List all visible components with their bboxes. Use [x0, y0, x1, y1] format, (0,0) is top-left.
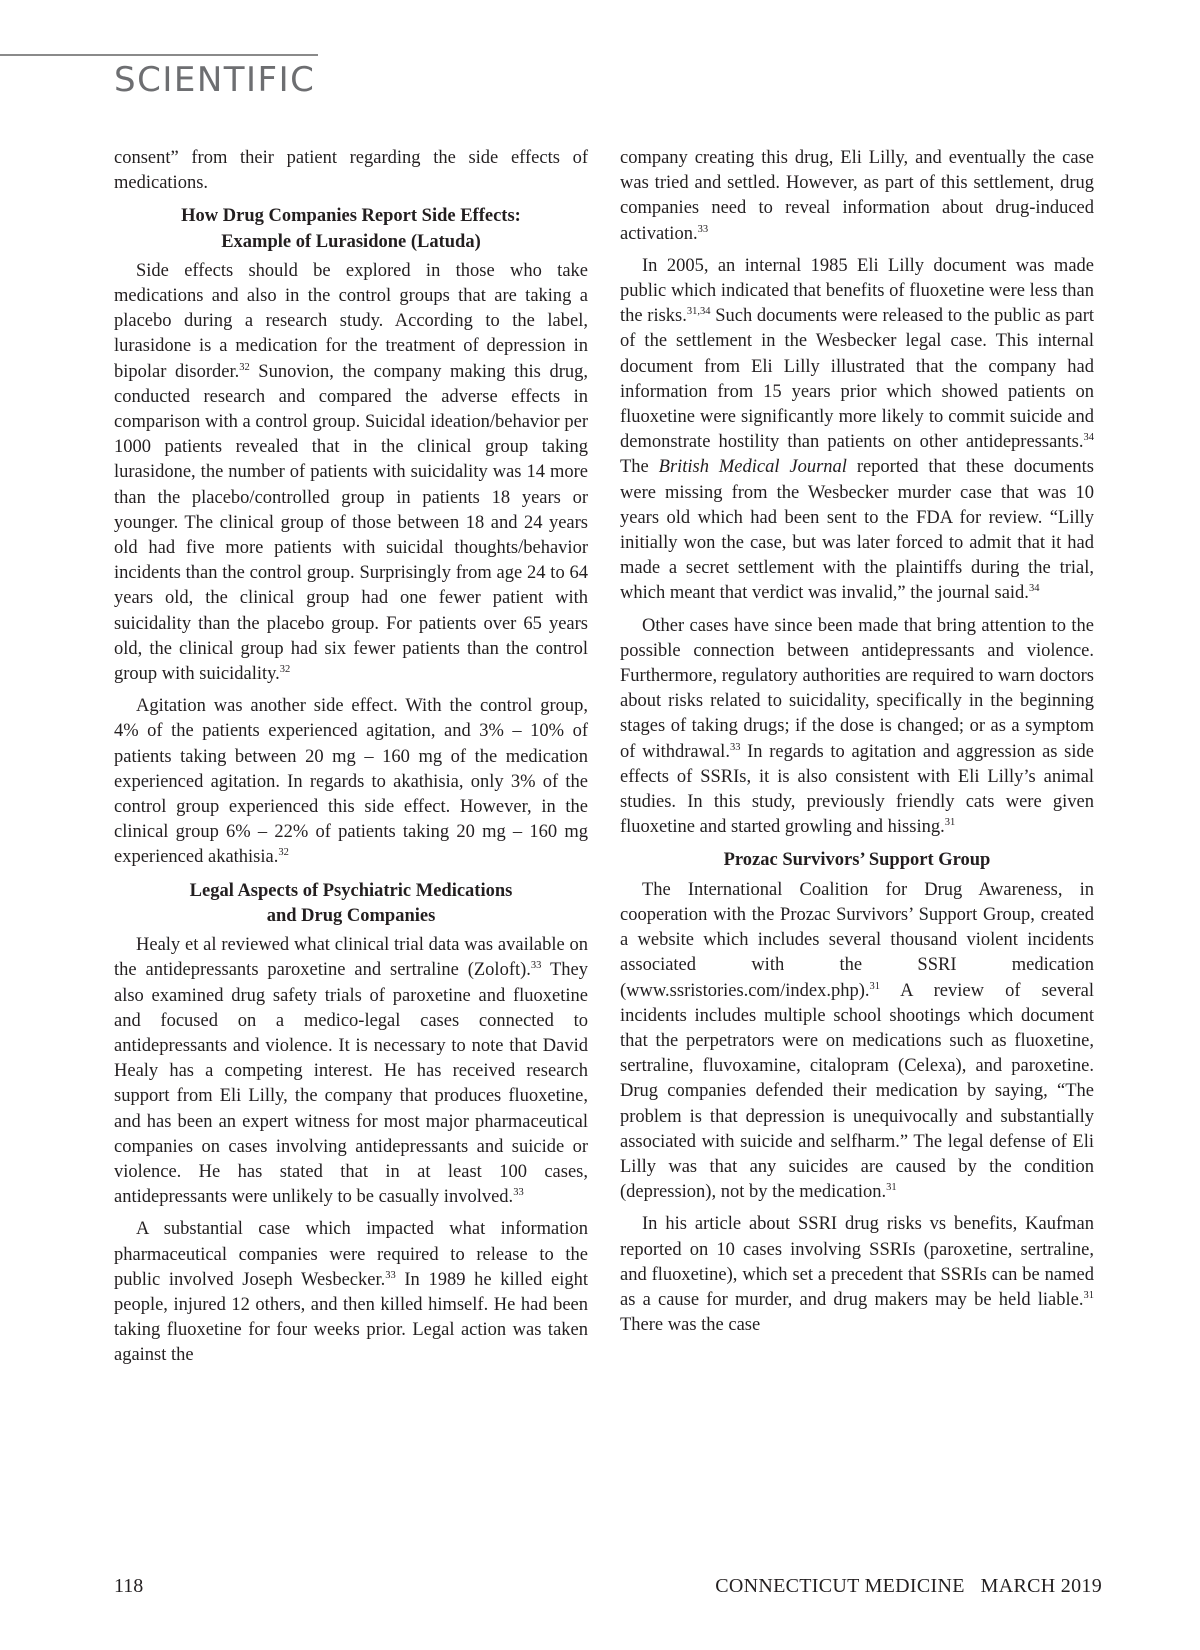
paragraph-continued: company creating this drug, Eli Lilly, and eventually the case was tried and settled. However, as part of this settlement, drug companies need to reveal information about drug-induced activation.$^{33}$: [620, 148, 1094, 244]
reference-superscript: 32: [239, 361, 250, 373]
paragraph-other-cases: Other cases have since been made that bring attention to the possible connection between antidepressants and violence. Furthermore, regulatory authorities are required to warn doctors about risks related to suicidality, specifically in the beginning stages of taking drugs; if the dose is changed; or as a symptom of withdrawal.$^{33}$ In regards to agitation and aggression as side effects of SSRIs, it is also consistent with Eli Lilly’s animal studies. In this study, previously friendly cats were given fluoxetine and started growling and hissing.$^{31}$: [620, 615, 1094, 838]
reference-superscript: 31: [1083, 1289, 1094, 1301]
reference-superscript: 34: [1083, 432, 1094, 444]
paragraph-agitation: Agitation was another side effect. With the control group, 4% of the patients experienced agitation, and 3% – 10% of patients taking between 20 mg – 160 mg of the medication experienced agitation. In regards to akathisia, only 3% of the control group experienced this side effect. However, in the clinical group 6% – 22% of patients taking 20 mg – 160 mg experienced akathisia.$^{32}$: [114, 696, 588, 868]
heading-drug-companies-side-effects: How Drug Companies Report Side Effects: Example of Lurasidone (Latuda): [181, 206, 521, 252]
paragraph-kaufman: In his article about SSRI drug risks vs benefits, Kaufman reported on 10 cases involving SSRIs (paroxetine, sertraline, and fluoxetine), which set a precedent that SSRIs can be named as a cause for murder, and drug makers may be held liable.$^{31}$ There was the case: [620, 1214, 1094, 1336]
heading-legal-aspects: Legal Aspects of Psychiatric Medications and Drug Companies: [189, 880, 513, 926]
header-rule: [0, 54, 318, 56]
paragraph-continued: consent” from their patient regarding the side effects of medications.: [114, 148, 588, 194]
section-header: SCIENTIFIC: [114, 60, 316, 100]
right-column: [620, 146, 1094, 1345]
reference-superscript: 31: [869, 980, 881, 992]
reference-superscript: 33: [697, 223, 709, 235]
reference-superscript: 31,34: [686, 306, 711, 318]
reference-superscript: 32: [279, 664, 291, 676]
journal-footer: CONNECTICUT MEDICINE MARCH 2019: [715, 1575, 1102, 1597]
reference-superscript: 31: [886, 1182, 897, 1194]
reference-superscript: 34: [1028, 583, 1040, 595]
reference-superscript: 33: [385, 1269, 396, 1281]
reference-superscript: 31: [944, 817, 956, 829]
heading-prozac-survivors: Prozac Survivors’ Support Group: [723, 850, 991, 871]
paragraph-healy: Healy et al reviewed what clinical trial data was available on the antidepressants paroxetine and sertraline (Zoloft).$^{33}$ They also examined drug safety trials of paroxetine and fluoxetine and focused on a medico-legal cases connected to antidepressants and violence. It is necessary to note that David Healy has a competing interest. He has received research support from Eli Lilly, the company that produces fluoxetine, and has been an expert witness for most major pharmaceutical companies on cases involving antidepressants and suicide or violence. He has stated that in at least 100 cases, antidepressants were unlikely to be casually involved.$^{33}$: [114, 935, 588, 1208]
journal-title: British Medical Journal: [658, 457, 847, 478]
left-column: [114, 146, 588, 1376]
reference-superscript: 33: [513, 1187, 524, 1199]
page-number: 118: [114, 1575, 144, 1597]
reference-superscript: 33: [530, 960, 542, 972]
paragraph-internal-document: In 2005, an internal 1985 Eli Lilly document was made public which indicated that benefits of fluoxetine were less than the risks.$^{31,34}$ Such documents were released to the public as part of the settlement in the Wesbecker legal case. This internal document from Eli Lilly illustrated that the company had information from 15 years prior which showed patients on fluoxetine were significantly more likely to commit suicide and demonstrate hostility than patients on other antidepressants.$^{34}$ The British Medical Journal reported that these documents were missing from the Wesbecker murder case that was 10 years old which had been sent to the FDA for review. “Lilly initially won the case, but was later forced to admit that it had made a secret settlement with the plaintiffs during the trial, which meant that verdict was invalid,” the journal said.$^{34}$: [620, 255, 1094, 604]
paragraph-coalition: The International Coalition for Drug Awareness, in cooperation with the Prozac Survivors’ Support Group, created a website which includes several thousand violent incidents associated with the SSRI medication (www.ssristories.com/index.php).$^{31}$ A review of several incidents includes multiple school shootings which document that the perpetrators were on medications such as fluoxetine, sertraline, fluvoxamine, citalopram (Celexa), and paroxetine. Drug companies defended their medication by saying, “The problem is that depression is unequivocally and substantially associated with suicide and selfharm.” The legal defense of Eli Lilly was that any suicides are caused by the condition (depression), not by the medication.$^{31}$: [620, 879, 1094, 1203]
reference-superscript: 33: [729, 741, 741, 753]
reference-superscript: 32: [278, 847, 289, 859]
paragraph-lurasidone: Side effects should be explored in those who take medications and also in the control groups that are taking a placebo during a research study. According to the label, lurasidone is a medication for the treatment of depression in bipolar disorder.$^{32}$ Sunovion, the company making this drug, conducted research and compared the adverse effects in comparison with a control group. Suicidal ideation/behavior per 1000 patients revealed that in the clinical group taking lurasidone, the number of patients with suicidality was 14 more than the placebo/controlled group in patients 18 years or younger. The clinical group of those between 18 and 24 years old had five more patients with suicidal thoughts/behavior incidents than the control group. Surprisingly from age 24 to 64 years old, the clinical group had one fewer patient with suicidality than the placebo group. For patients over 65 years old, the clinical group had six fewer patients than the control group with suicidality.$^{32}$: [114, 260, 588, 685]
paragraph-wesbecker: A substantial case which impacted what information pharmaceutical companies were required to release to the public involved Joseph Wesbecker.$^{33}$ In 1989 he killed eight people, injured 12 others, and then killed himself. He had been taking fluoxetine for four weeks prior. Legal action was taken against the: [114, 1219, 588, 1366]
